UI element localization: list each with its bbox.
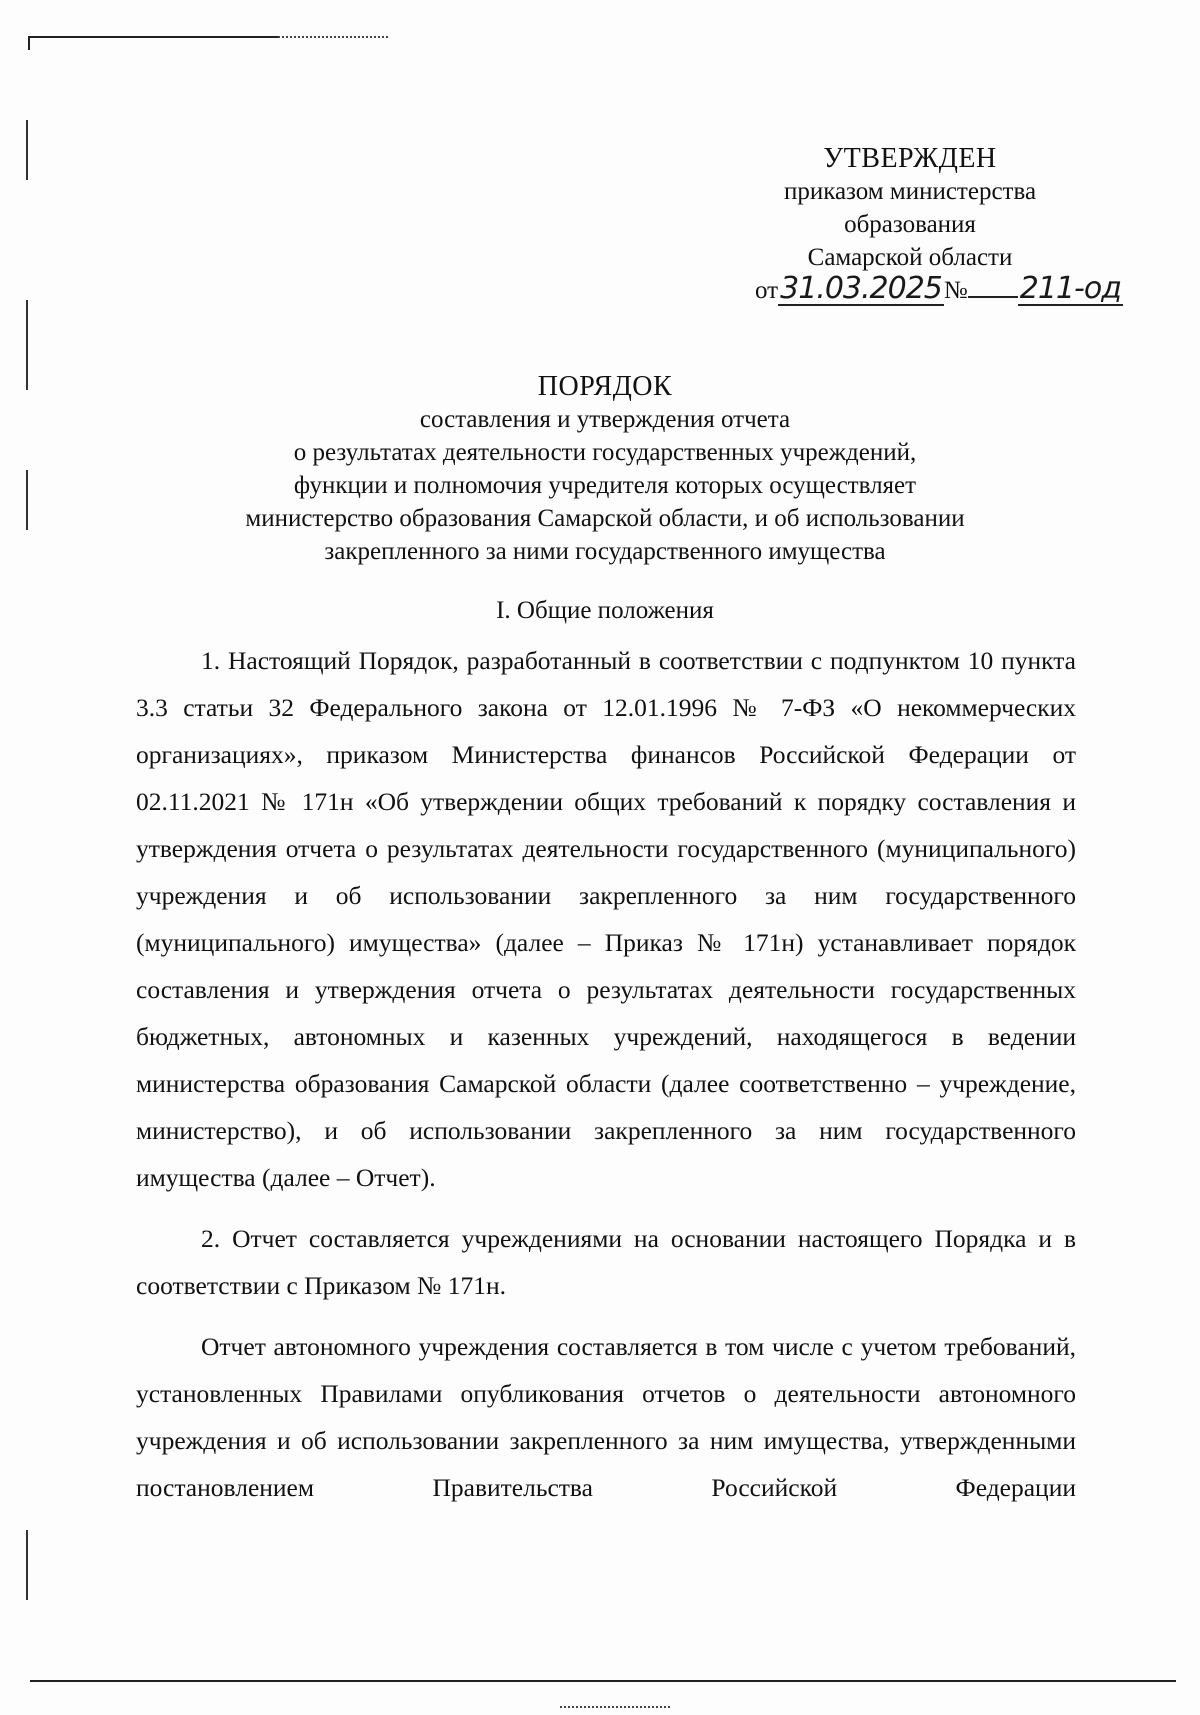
approval-block — [740, 142, 1121, 314]
scan-border-dotted — [560, 1706, 670, 1708]
paragraph: 2. Отчет составляется учреждениями на основании настоящего Порядка и в соответствии с Приказом № 171н. — [136, 1224, 1076, 1300]
scan-margin-mark — [26, 1530, 28, 1600]
approval-line: образования — [844, 211, 976, 238]
approval-heading: УТВЕРЖДЕН — [823, 143, 997, 174]
handwritten-date: 31.03.2025 — [780, 271, 942, 306]
document-subtitle-line: функции и полномочия учредителя которых осуществляет — [293, 472, 917, 499]
approval-date-row — [740, 271, 1121, 314]
scan-margin-mark — [26, 120, 28, 180]
handwritten-number: 211-од — [1019, 271, 1121, 306]
document-subtitle-line: министерство образования Самарской области, и об использовании — [245, 505, 965, 532]
approval-line: приказом министерства — [783, 178, 1037, 205]
paragraph: Отчет автономного учреждения составляется в том числе с учетом требований, установленных Правилами опубликования отчетов о деятельности автономного учреждения и об использовании закрепленного за ним имущества, утвержденными постановлением Правительства Российской Федерации — [136, 1332, 1076, 1502]
document-subtitle-line: закрепленного за ними государственного имущества — [324, 538, 886, 565]
scan-border-line — [30, 1680, 1176, 1682]
scan-border-corner — [28, 36, 30, 50]
scan-border-line — [28, 36, 278, 38]
date-prefix: от — [755, 277, 779, 304]
section-heading: I. Общие положения — [496, 597, 714, 624]
number-underline — [968, 296, 1018, 298]
document-subtitle-line: составления и утверждения отчета — [419, 406, 791, 433]
document-title: ПОРЯДОК — [537, 371, 673, 402]
document-subtitle-line: о результатах деятельности государственных учреждений, — [293, 439, 917, 466]
document-title-block — [140, 370, 1070, 568]
scan-border-dotted — [278, 36, 388, 38]
number-label: № — [943, 277, 968, 304]
document-body — [136, 637, 1076, 1525]
paragraph: 1. Настоящий Порядок, разработанный в соответствии с подпунктом 10 пункта 3.3 статьи 32 Федерального закона от 12.01.1996 № 7-ФЗ «О некоммерческих организациях», приказом Министерства финансов Российской Федерации от 02.11.2021 № 171н «Об утверждении общих требований к порядку составления и утверждения отчета о результатах деятельности государственного (муниципального) учреждения и об использовании закрепленного за ним государственного (муниципального) имущества» (далее – Приказ № 171н) устанавливает порядок составления и утверждения отчета о результатах деятельности государственных бюджетных, автономных и казенных учреждений, находящегося в ведении министерства образования Самарской области (далее соответственно – учреждение, министерство), и об использовании закрепленного за ним государственного имущества (далее – Отчет). — [136, 646, 1076, 1192]
scan-margin-mark — [26, 470, 28, 530]
scan-margin-mark — [26, 300, 28, 390]
approval-line: Самарской области — [807, 244, 1013, 271]
